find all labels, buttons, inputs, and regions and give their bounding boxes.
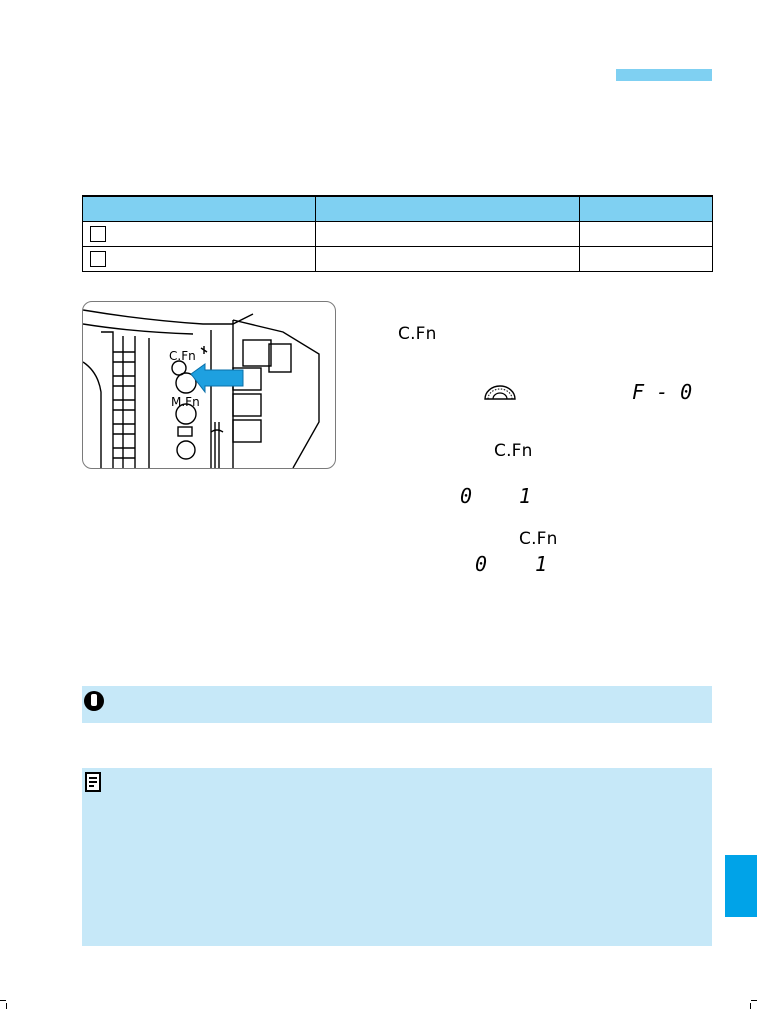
lcd-value-0-b: 0 [475, 552, 488, 576]
checkbox-square-icon [90, 226, 106, 242]
caution-bar [82, 686, 712, 723]
cfn-label-2: C.Fn [494, 441, 533, 461]
lcd-f-0: F - 0 [632, 380, 693, 404]
crop-mark [0, 1000, 6, 1001]
table-cell [83, 222, 316, 247]
crop-mark [6, 1003, 7, 1009]
table-header-cell [316, 196, 580, 222]
caution-icon [84, 691, 104, 711]
note-panel [82, 768, 712, 946]
table-cell [580, 247, 713, 272]
mfn-button-label: M.Fn [171, 395, 200, 409]
cfn-label-1: C.Fn [398, 324, 437, 344]
camera-illustration [82, 301, 336, 469]
lcd-value-1: 1 [519, 484, 532, 508]
table-cell [580, 222, 713, 247]
cfn-label-3: C.Fn [519, 529, 558, 549]
table-cell [83, 247, 316, 272]
settings-table [82, 195, 713, 272]
table-cell [316, 222, 580, 247]
chapter-side-tab [725, 855, 757, 917]
cfn-button-label: C.Fn [169, 349, 196, 363]
crop-mark [751, 1000, 757, 1001]
lcd-value-1-b: 1 [535, 552, 548, 576]
note-icon [85, 772, 101, 792]
table-row [83, 222, 713, 247]
table-header-cell [580, 196, 713, 222]
checkbox-square-icon [90, 251, 106, 267]
table-header-row [83, 196, 713, 222]
table-row [83, 247, 713, 272]
section-header-tab [616, 69, 712, 81]
table-cell [316, 247, 580, 272]
table-header-cell [83, 196, 316, 222]
main-dial-icon [482, 383, 518, 401]
camera-side-drawing [83, 302, 335, 468]
crop-mark [750, 1003, 751, 1009]
lcd-value-0: 0 [460, 484, 473, 508]
